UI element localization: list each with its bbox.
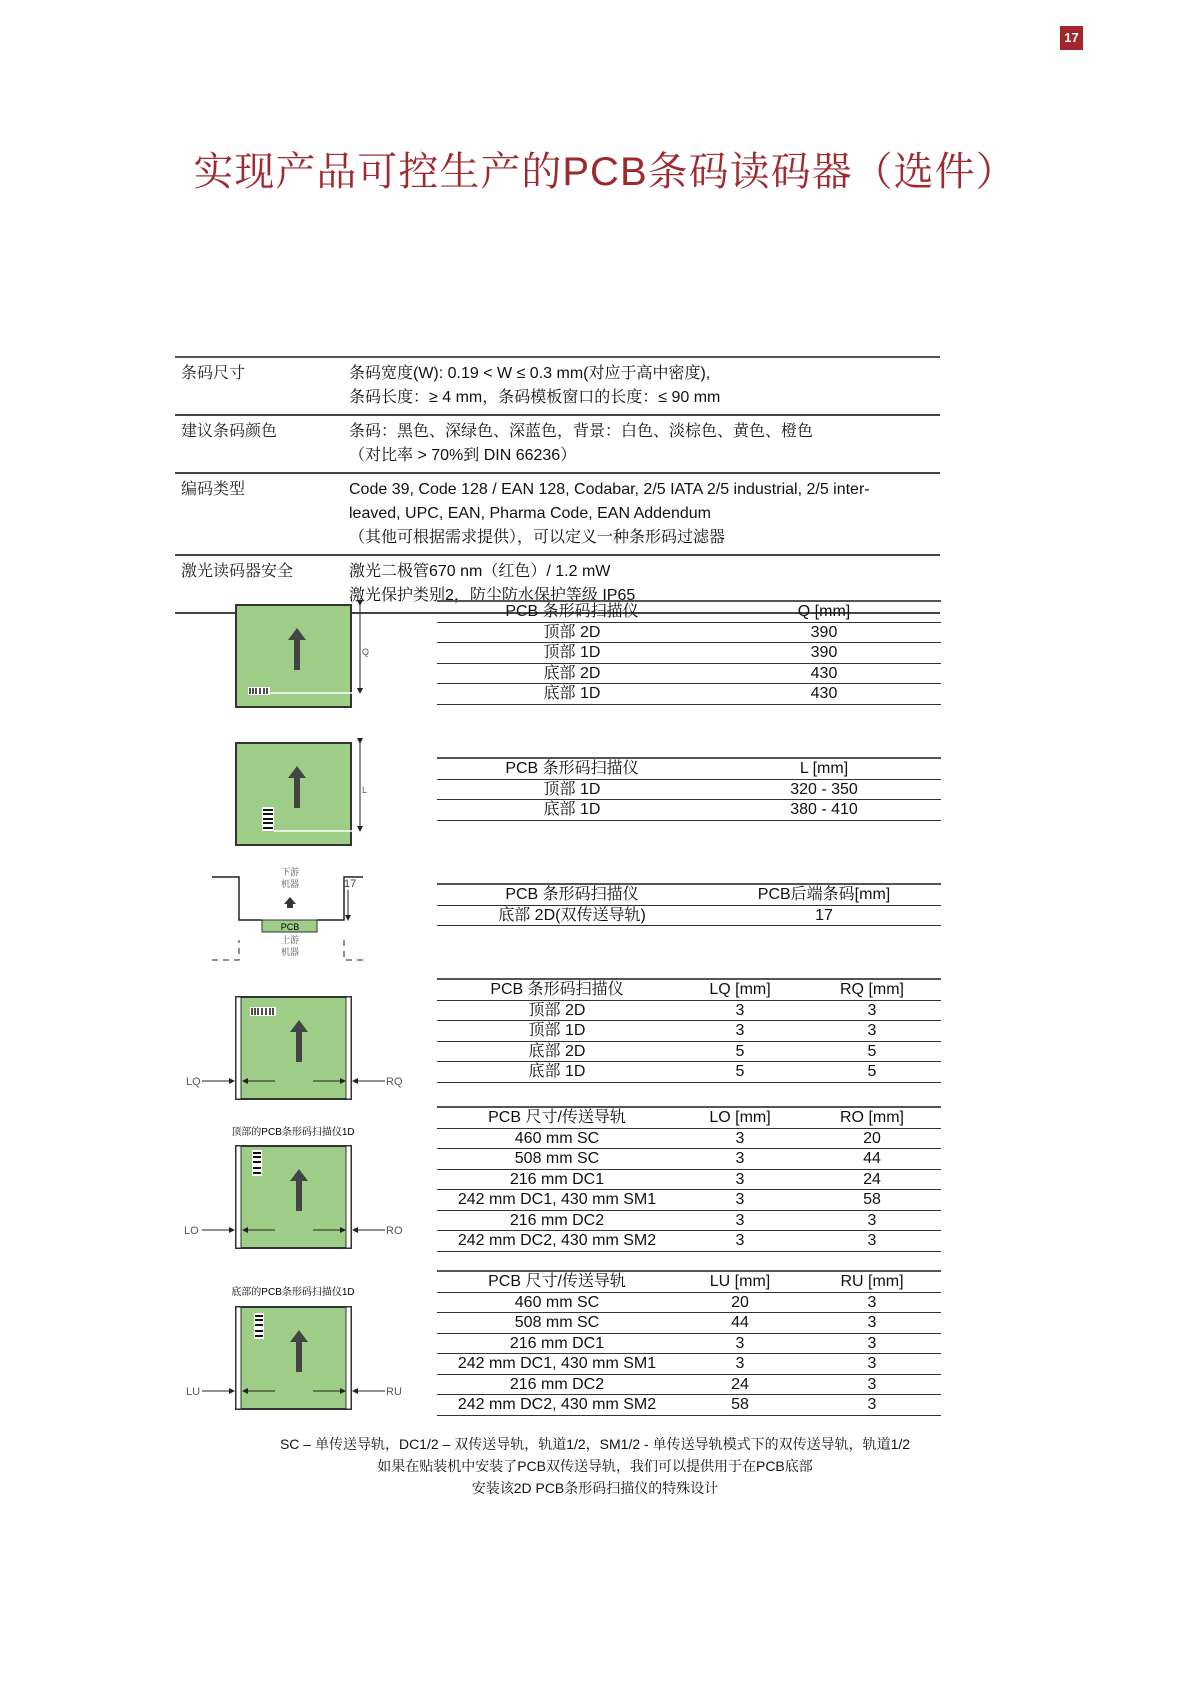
table-cell: 242 mm DC2, 430 mm SM2 xyxy=(457,1232,657,1249)
footnote-line: 如果在贴装机中安装了PCB双传送导轨，我们可以提供用于在PCB底部 xyxy=(377,1458,813,1474)
spec-key: 编码类型 xyxy=(181,481,246,498)
table-row xyxy=(437,1149,941,1170)
column-header: RQ [mm] xyxy=(840,981,904,998)
column-header: PCB后端条码[mm] xyxy=(757,886,891,903)
table-cell: 5 xyxy=(735,1063,745,1080)
table-cell: 3 xyxy=(735,1170,745,1188)
barcode-icon xyxy=(254,1313,264,1339)
table-cell: 44 xyxy=(731,1314,749,1331)
table-cell: 24 xyxy=(731,1375,749,1393)
table-cell: 3 xyxy=(867,1211,877,1229)
table-cell: 216 mm DC2 xyxy=(509,1375,605,1393)
footnote xyxy=(0,1433,1190,1499)
table-cell: 20 xyxy=(863,1129,881,1147)
svg-text:机器: 机器 xyxy=(280,879,300,889)
table-header xyxy=(437,885,941,906)
spec-value-line: 条码：黑色、深绿色、深蓝色，背景：白色、淡棕色、黄色、橙色 xyxy=(349,423,814,440)
table-cell: 3 xyxy=(867,1232,877,1249)
table-cell: 58 xyxy=(863,1191,881,1208)
svg-text:Q: Q xyxy=(362,647,370,657)
table-row xyxy=(437,1354,941,1375)
table-cell: 顶部 2D xyxy=(528,1001,586,1019)
top-caption: 顶部的PCB条形码扫描仪1D xyxy=(231,1127,355,1138)
table-cell: 242 mm DC1, 430 mm SM1 xyxy=(457,1191,657,1208)
table-cell: 3 xyxy=(735,1334,745,1352)
svg-text:下游: 下游 xyxy=(280,867,300,877)
footnote-line: 安装该2D PCB条形码扫描仪的特殊设计 xyxy=(471,1480,719,1496)
svg-text:17: 17 xyxy=(344,878,357,890)
column-header: PCB 条形码扫描仪 xyxy=(505,760,639,777)
table-cell: 58 xyxy=(731,1396,749,1413)
column-header: Q [mm] xyxy=(797,603,851,620)
dimension-table xyxy=(437,757,941,821)
table-cell: 44 xyxy=(863,1150,881,1167)
table-cell: 3 xyxy=(735,1211,745,1229)
spec-key: 条码尺寸 xyxy=(181,365,246,382)
table-row xyxy=(437,1021,941,1042)
dimension-table xyxy=(437,883,941,926)
spec-table xyxy=(175,356,940,614)
table-row xyxy=(437,1334,941,1355)
table-header xyxy=(437,602,941,623)
table-row xyxy=(437,800,941,821)
table-cell: 5 xyxy=(867,1063,877,1080)
table-cell: 460 mm SC xyxy=(514,1129,600,1147)
table-cell: 216 mm DC2 xyxy=(509,1211,605,1229)
table-cell: 底部 2D xyxy=(528,1042,586,1060)
dimension-table xyxy=(437,978,941,1083)
table-cell: 3 xyxy=(867,1355,877,1372)
lq-rq-diagram xyxy=(186,997,403,1099)
svg-text:RO: RO xyxy=(386,1225,403,1237)
table-row xyxy=(437,1001,941,1022)
table-cell: 5 xyxy=(867,1042,877,1060)
table-row xyxy=(437,1395,941,1416)
column-header: PCB 条形码扫描仪 xyxy=(505,886,639,903)
table-row xyxy=(437,684,941,705)
table-header xyxy=(437,759,941,780)
table-header xyxy=(437,1108,941,1129)
table-header xyxy=(437,1272,941,1293)
table-cell: 508 mm SC xyxy=(514,1150,600,1167)
table-cell: 3 xyxy=(735,1355,745,1372)
table-cell: 320 - 350 xyxy=(790,780,858,798)
table-cell: 3 xyxy=(867,1001,877,1019)
table-cell: 216 mm DC1 xyxy=(509,1334,605,1352)
table-cell: 3 xyxy=(867,1293,877,1311)
table-cell: 390 xyxy=(810,623,838,641)
svg-text:RQ: RQ xyxy=(386,1076,403,1088)
column-header: LU [mm] xyxy=(709,1273,771,1290)
table-cell: 17 xyxy=(815,906,833,924)
table-header xyxy=(437,980,941,1001)
spec-value-line: 条码长度：≥ 4 mm，条码模板窗口的长度：≤ 90 mm xyxy=(349,389,721,406)
table-cell: 5 xyxy=(735,1042,745,1060)
table-cell: 3 xyxy=(735,1150,745,1167)
table-cell: 508 mm SC xyxy=(514,1314,600,1331)
table-row xyxy=(437,1190,941,1211)
spec-key: 激光读码器安全 xyxy=(181,563,294,580)
table-cell: 3 xyxy=(735,1022,745,1039)
table-cell: 430 xyxy=(810,664,838,682)
up-arrow-icon xyxy=(284,897,296,908)
table-cell: 底部 1D xyxy=(543,685,601,702)
table-cell: 24 xyxy=(863,1170,881,1188)
table-row xyxy=(437,1293,941,1314)
svg-text:机器: 机器 xyxy=(280,947,300,957)
svg-text:LQ: LQ xyxy=(186,1076,201,1088)
table-cell: 3 xyxy=(735,1232,745,1249)
spec-value xyxy=(349,420,813,468)
table-row xyxy=(437,780,941,801)
spec-value-line: Code 39, Code 128 / EAN 128, Codabar, 2/5 IATA 2/5 industrial, 2/5 inter- xyxy=(349,481,870,498)
table-cell: 3 xyxy=(867,1334,877,1352)
table-cell: 底部 1D xyxy=(543,801,601,818)
conveyor-diagram xyxy=(212,866,363,960)
table-cell: 390 xyxy=(810,644,838,661)
table-cell: 3 xyxy=(867,1396,877,1413)
column-header: LQ [mm] xyxy=(709,981,771,998)
barcode-icon xyxy=(262,807,274,831)
column-header: PCB 尺寸/传送导轨 xyxy=(488,1273,626,1290)
column-header: PCB 尺寸/传送导轨 xyxy=(488,1109,626,1126)
svg-text:L: L xyxy=(362,785,368,795)
column-header: RU [mm] xyxy=(840,1273,904,1290)
dimension-table xyxy=(437,600,941,705)
table-cell: 底部 2D xyxy=(543,664,601,682)
table-row xyxy=(437,623,941,644)
table-cell: 顶部 1D xyxy=(543,644,601,661)
spec-value-line: （其他可根据需求提供），可以定义一种条形码过滤器 xyxy=(349,529,726,546)
q-diagram xyxy=(236,605,369,707)
dimension-table xyxy=(437,1106,941,1252)
column-header: PCB 条形码扫描仪 xyxy=(490,981,624,998)
page-number-badge: 17 xyxy=(1060,26,1083,50)
spec-value xyxy=(349,478,870,550)
spec-key: 建议条码颜色 xyxy=(181,423,278,440)
table-row xyxy=(437,1375,941,1396)
table-row xyxy=(437,643,941,664)
table-cell: 3 xyxy=(735,1129,745,1147)
table-row xyxy=(437,906,941,927)
barcode-icon xyxy=(248,687,270,695)
table-cell: 3 xyxy=(735,1191,745,1208)
table-cell: 242 mm DC2, 430 mm SM2 xyxy=(457,1396,657,1413)
spec-value-line: leaved, UPC, EAN, Pharma Code, EAN Addendum xyxy=(349,505,711,522)
spec-row xyxy=(175,474,940,556)
table-cell: 3 xyxy=(867,1375,877,1393)
table-cell: 顶部 1D xyxy=(528,1022,586,1039)
lu-ru-diagram xyxy=(186,1307,402,1409)
barcode-icon xyxy=(250,1007,276,1016)
footnote-line: SC – 单传送导轨，DC1/2 – 双传送导轨，轨道1/2，SM1/2 - 单传送导轨模式下的双传送导轨，轨道1/2 xyxy=(279,1436,911,1452)
table-row xyxy=(437,1211,941,1232)
table-cell: 底部 2D(双传送导轨) xyxy=(498,906,646,924)
table-cell: 380 - 410 xyxy=(790,801,858,818)
table-cell: 顶部 1D xyxy=(543,780,601,798)
dimension-table xyxy=(437,1270,941,1416)
table-cell: 3 xyxy=(867,1314,877,1331)
spec-value-line: 条码宽度(W): 0.19 < W ≤ 0.3 mm(对应于高中密度), xyxy=(349,365,711,382)
spec-value-line: 激光二极管670 nm（红色）/ 1.2 mW xyxy=(349,563,611,580)
table-row xyxy=(437,1313,941,1334)
lo-ro-diagram xyxy=(184,1146,403,1248)
svg-text:LU: LU xyxy=(186,1386,201,1398)
table-cell: 242 mm DC1, 430 mm SM1 xyxy=(457,1355,657,1372)
svg-text:RU: RU xyxy=(386,1386,402,1398)
spec-value xyxy=(349,362,720,410)
spec-value-line: 激光保护类别2，防尘防水保护等级 IP65 xyxy=(349,587,636,604)
column-header: PCB 条形码扫描仪 xyxy=(505,603,639,620)
page-title: 实现产品可控生产的PCB条码读码器（选件） xyxy=(193,150,1017,194)
spec-row xyxy=(175,358,940,416)
diagrams xyxy=(180,595,430,1445)
table-cell: 430 xyxy=(810,685,838,702)
table-cell: 20 xyxy=(731,1293,749,1311)
table-row xyxy=(437,1170,941,1191)
column-header: RO [mm] xyxy=(840,1109,904,1126)
table-cell: 3 xyxy=(735,1001,745,1019)
table-row xyxy=(437,1062,941,1083)
table-cell: 底部 1D xyxy=(528,1063,586,1080)
bottom-caption: 底部的PCB条形码扫描仪1D xyxy=(231,1287,355,1298)
svg-text:PCB: PCB xyxy=(280,922,300,932)
barcode-icon xyxy=(252,1150,262,1176)
table-row xyxy=(437,1129,941,1150)
column-header: LO [mm] xyxy=(709,1109,771,1126)
column-header: L [mm] xyxy=(799,760,849,777)
svg-text:上游: 上游 xyxy=(280,935,300,945)
table-cell: 460 mm SC xyxy=(514,1293,600,1311)
spec-row xyxy=(175,416,940,474)
table-row xyxy=(437,1231,941,1252)
table-row xyxy=(437,664,941,685)
table-cell: 216 mm DC1 xyxy=(509,1170,605,1188)
table-cell: 顶部 2D xyxy=(543,623,601,641)
l-diagram xyxy=(236,743,367,845)
svg-text:LO: LO xyxy=(184,1225,199,1237)
spec-value-line: （对比率 > 70%到 DIN 66236） xyxy=(349,447,577,464)
table-cell: 3 xyxy=(867,1022,877,1039)
table-row xyxy=(437,1042,941,1063)
